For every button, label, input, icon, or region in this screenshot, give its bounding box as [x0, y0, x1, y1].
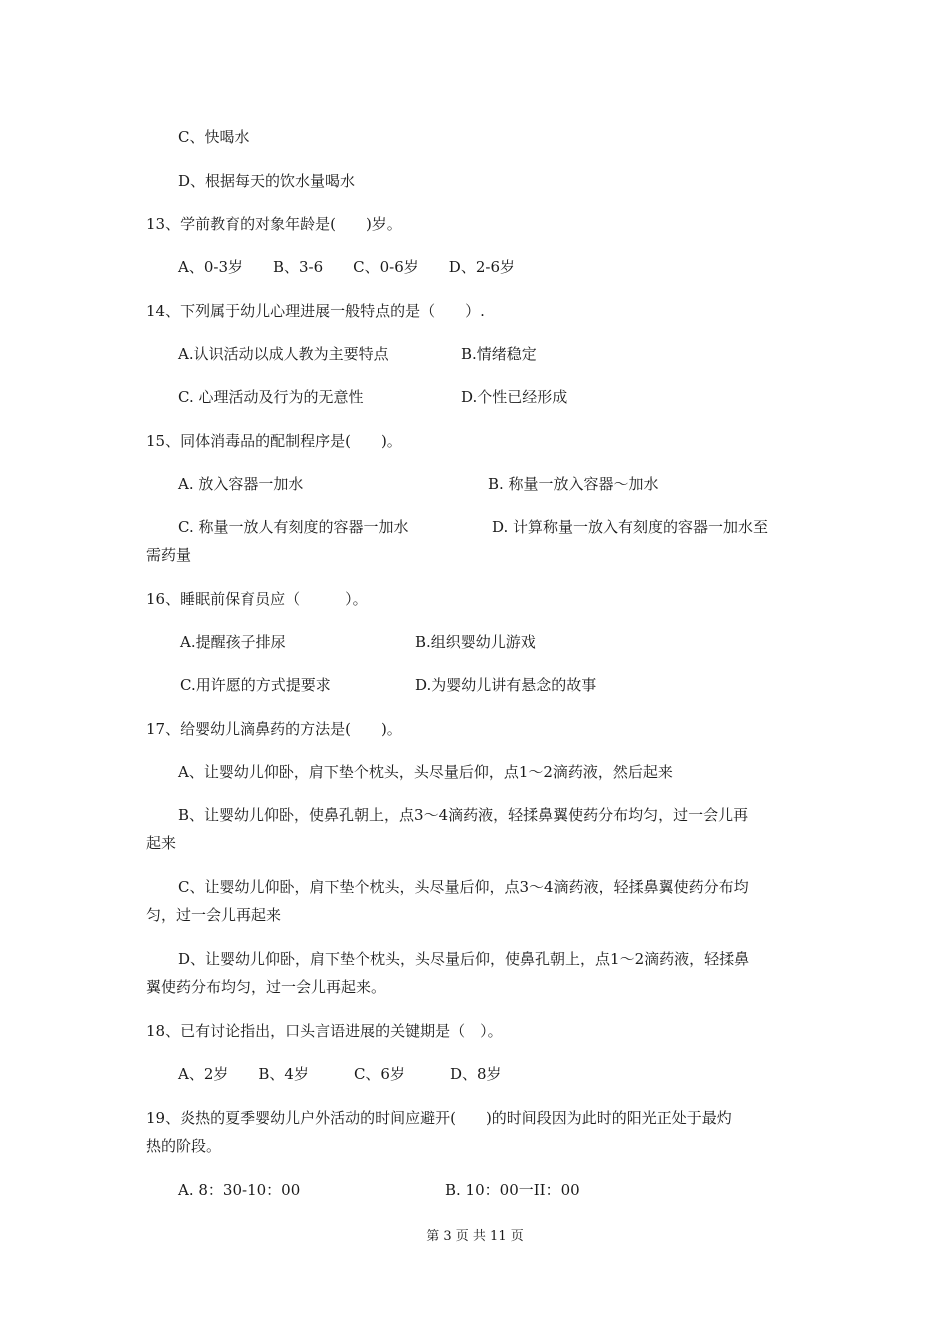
q17-stem: 17、给婴幼儿滴鼻药的方法是( )。 [146, 720, 402, 738]
q14-option-c: C. 心理活动及行为的无意性 [178, 388, 364, 406]
q15-stem: 15、同体消毒品的配制程序是( )。 [146, 432, 402, 450]
q19-stem: 19、炎热的夏季婴幼儿户外活动的时间应避开( )的时间段因为此时的阳光正处于最灼 [146, 1109, 732, 1127]
q14-option-a: A.认识活动以成人教为主要特点 [178, 345, 389, 363]
q14-option-b: B.情绪稳定 [461, 345, 537, 363]
q16-option-c: C.用许愿的方式提要求 [180, 676, 331, 694]
q17-option-b: B、让婴幼儿仰卧，使鼻孔朝上，点3～4滴药液，轻揉鼻翼使药分布均匀，过一会儿再 [178, 806, 749, 824]
q17-option-c-continued: 匀，过一会儿再起来 [146, 906, 282, 924]
q17-option-b-continued: 起来 [146, 834, 177, 852]
q14-stem: 14、下列属于幼儿心理进展一般特点的是（ ）. [146, 302, 485, 320]
q14-option-d: D.个性已经形成 [461, 388, 568, 406]
q13-stem: 13、学前教育的对象年龄是( )岁。 [146, 215, 402, 233]
q16-option-b: B.组织婴幼儿游戏 [415, 633, 536, 651]
q15-option-a: A. 放入容器一加水 [178, 475, 304, 493]
q15-option-d: D. 计算称量一放入有刻度的容器一加水至 [492, 518, 769, 536]
q12-option-c: C、快喝水 [178, 128, 250, 146]
q17-option-d: D、让婴幼儿仰卧，肩下垫个枕头，头尽量后仰，使鼻孔朝上，点1～2滴药液，轻揉鼻 [178, 950, 750, 968]
q19-option-b: B. 10：00一II：00 [445, 1181, 580, 1199]
q16-stem: 16、睡眠前保育员应（ ）。 [146, 590, 368, 608]
q19-stem-continued: 热的阶段。 [146, 1137, 222, 1155]
page-number-footer: 第 3 页 共 11 页 [426, 1229, 524, 1244]
q15-option-c: C. 称量一放人有刻度的容器一加水 [178, 518, 409, 536]
q18-stem: 18、已有讨论指出，口头言语进展的关键期是（ ）。 [146, 1022, 503, 1040]
q17-option-a: A、让婴幼儿仰卧，肩下垫个枕头，头尽量后仰，点1～2滴药液，然后起来 [178, 763, 673, 781]
q13-options: A、0-3岁 B、3-6 C、0-6岁 D、2-6岁 [178, 258, 515, 276]
q15-option-b: B. 称量一放入容器～加水 [488, 475, 659, 493]
q17-option-c: C、让婴幼儿仰卧，肩下垫个枕头，头尽量后仰，点3～4滴药液，轻揉鼻翼使药分布均 [178, 878, 749, 896]
q18-options: A、2岁 B、4岁 C、6岁 D、8岁 [178, 1065, 502, 1083]
q19-option-a: A. 8：30-10：00 [178, 1181, 301, 1199]
q17-option-d-continued: 翼使药分布均匀，过一会儿再起来。 [146, 978, 387, 996]
q12-option-d: D、根据每天的饮水量喝水 [178, 172, 356, 190]
q16-option-a: A.提醒孩子排尿 [180, 633, 286, 651]
q16-option-d: D.为婴幼儿讲有悬念的故事 [415, 676, 597, 694]
q15-option-d-continued: 需药量 [146, 546, 192, 564]
